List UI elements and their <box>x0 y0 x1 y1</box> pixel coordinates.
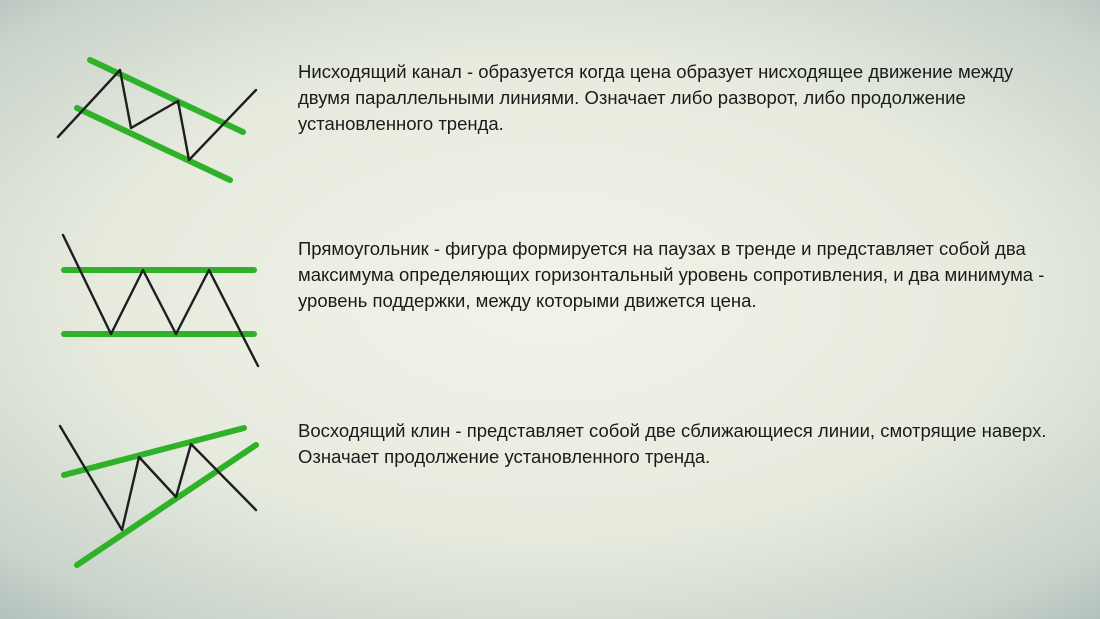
rectangle-description: Прямоугольник - фигура формируется на паузах в тренде и представляет собой два максимума определяющих горизонтальный уровень сопротивления, и два минимума - уровень поддержки, между которыми движется цена. <box>298 238 1045 311</box>
rectangle-price-line <box>63 235 258 366</box>
rectangle-diagram <box>0 200 280 400</box>
descending-channel-description: Нисходящий канал - образуется когда цена образует нисходящее движение между двумя параллельными линиями. Означает либо разворот, либо продолжение установленного тренда. <box>298 61 1014 134</box>
pattern-descending-channel <box>0 0 1100 200</box>
pattern-rectangle <box>0 200 1100 400</box>
pattern-rising-wedge <box>0 400 1100 619</box>
descending-channel-diagram <box>0 0 280 200</box>
wedge-price-line <box>60 426 256 530</box>
channel-upper-line <box>90 60 243 132</box>
channel-lower-line <box>77 108 230 180</box>
rising-wedge-description: Восходящий клин - представляет собой две сближающиеся линии, смотрящие наверх. Означает продолжение установленного тренда. <box>298 420 1047 467</box>
rising-wedge-diagram <box>0 400 280 619</box>
